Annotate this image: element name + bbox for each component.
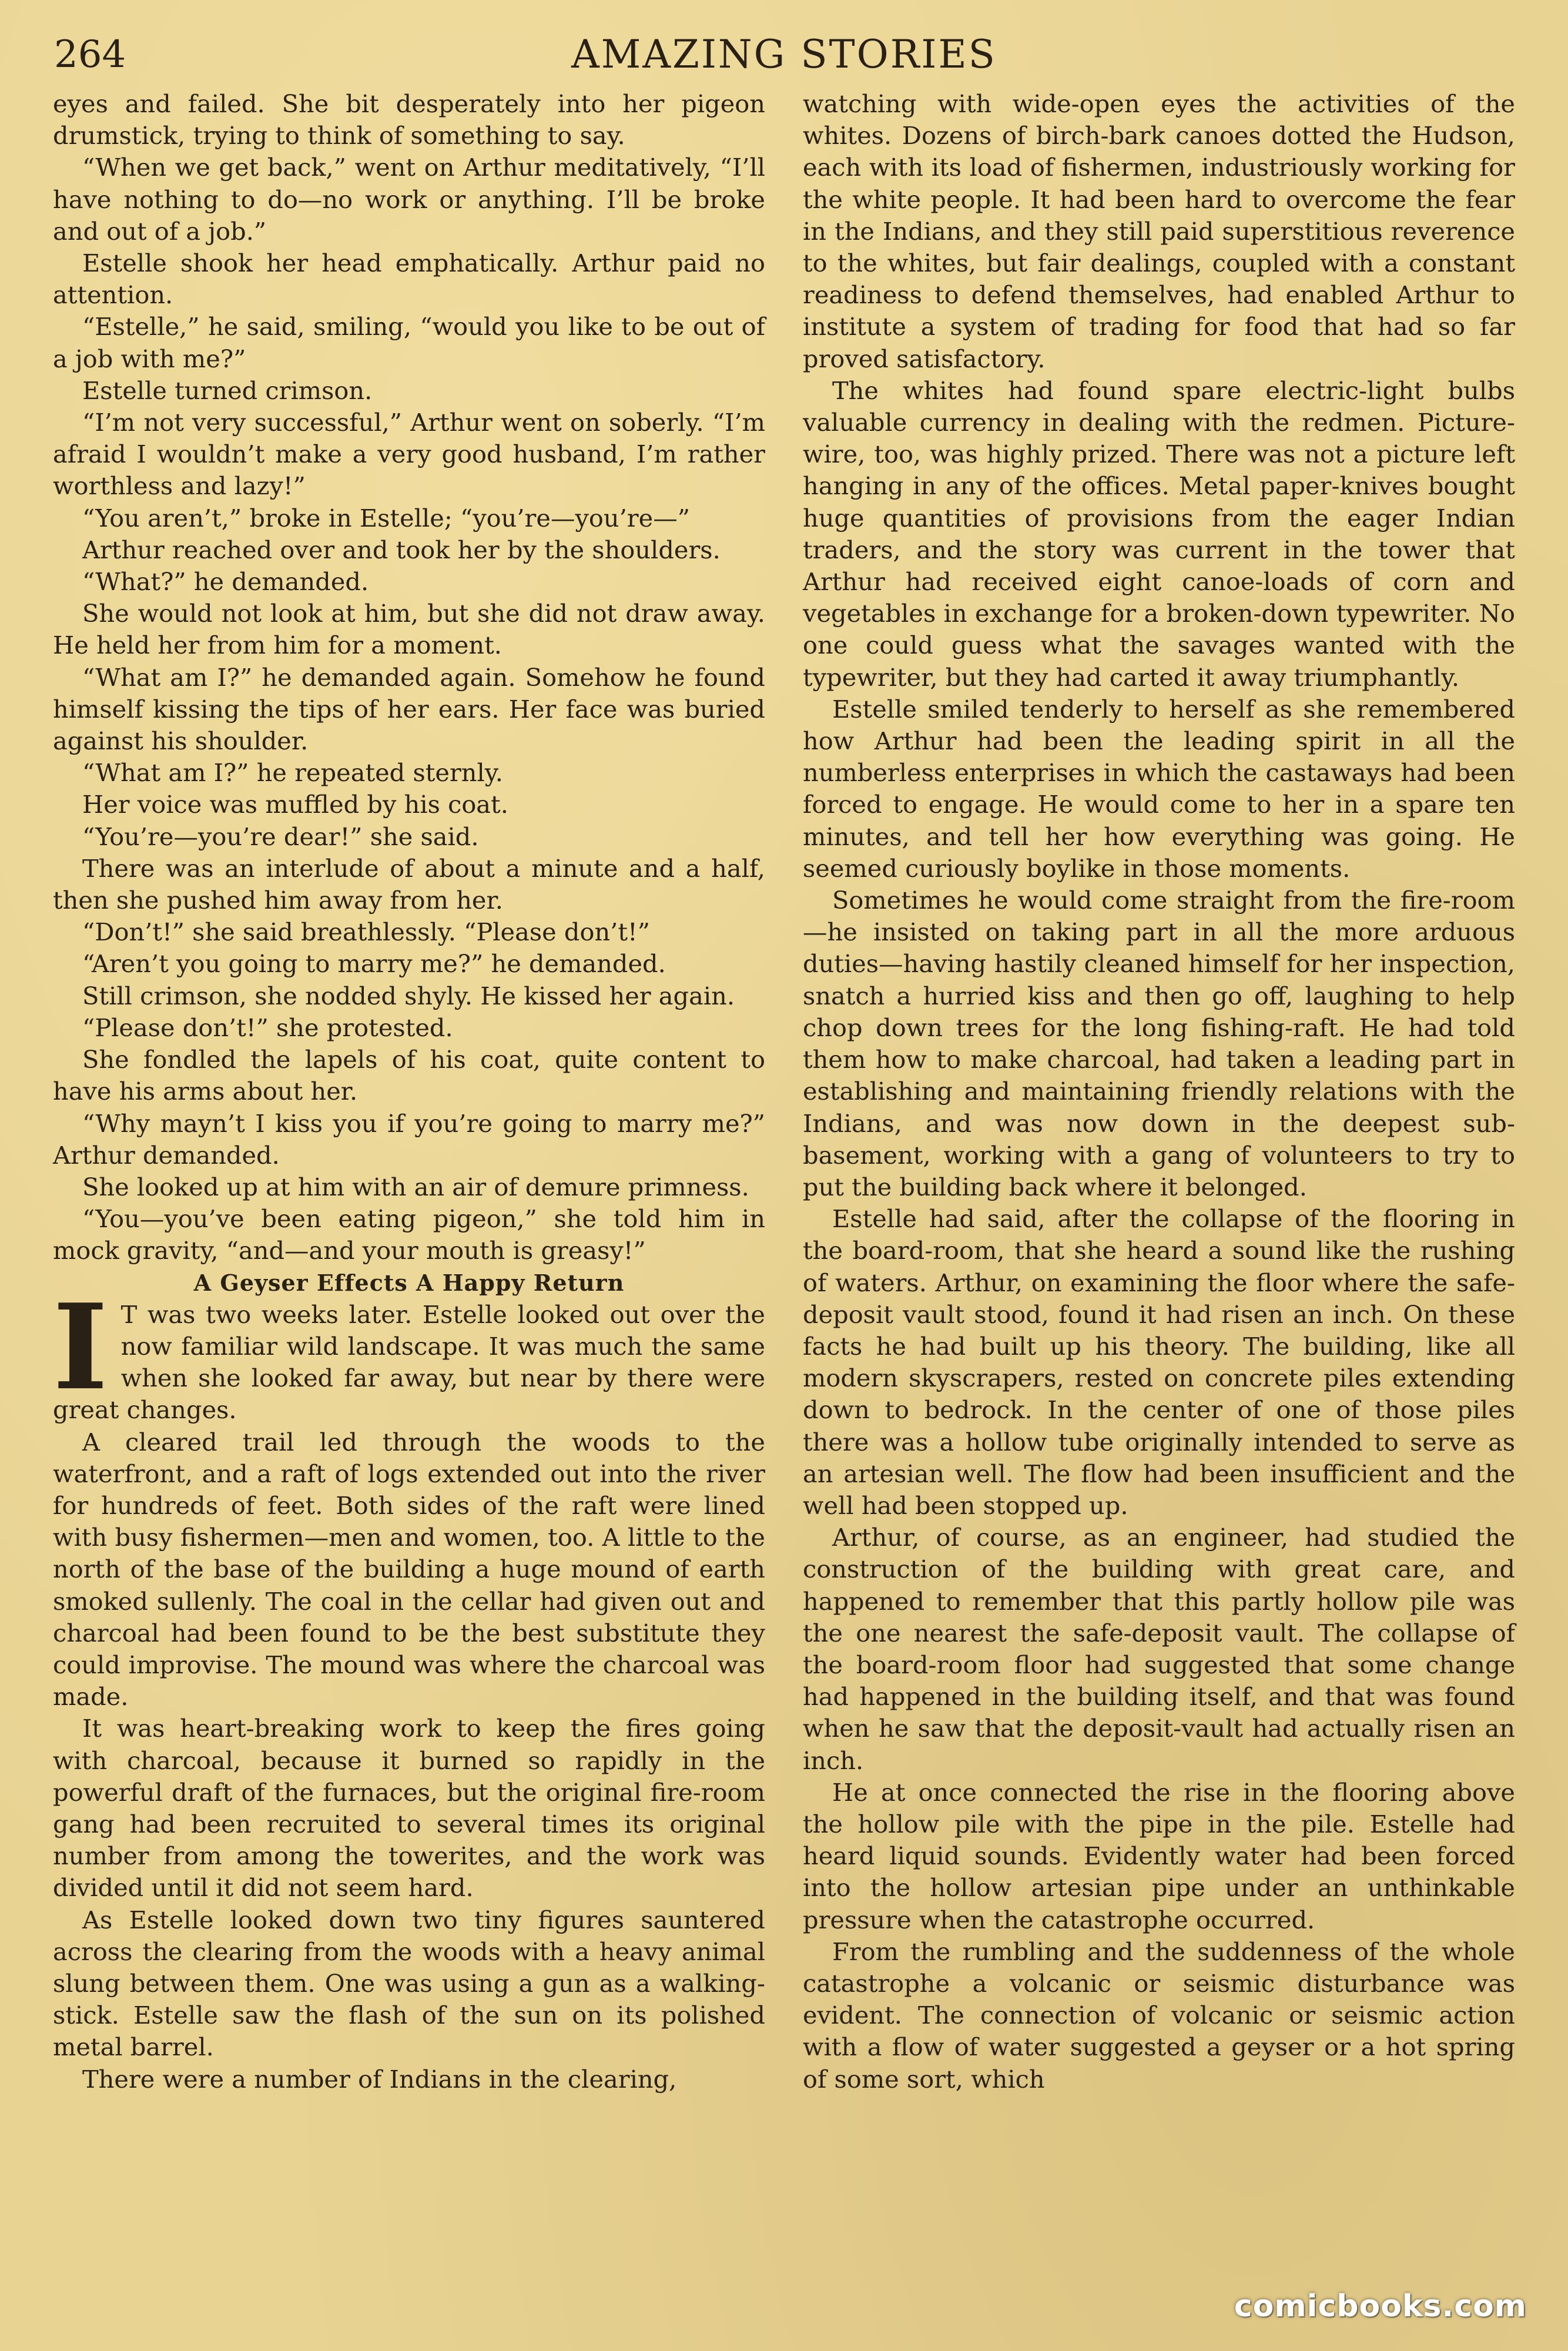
- paragraph: “Aren’t you going to marry me?” he demanded.: [82, 949, 666, 979]
- paragraph: “You—you’ve been eating pigeon,” she told him in mock gravity, “and—and your mouth is greasy!”: [53, 1204, 765, 1265]
- paragraph: Estelle had said, after the collapse of the flooring in the board-room, that she heard a sound like the rushing of waters. Arthur, on examining the floor where the safe-deposit vault stood, found it had risen an inch. On these facts he had built up his theory. The building, like all modern skyscrapers, rested on concrete piles extending down to bedrock. In the center of one of those piles there was a hollow tube originally intended to serve as an artesian well. The flow had been insufficient and the well had been stopped up.: [803, 1204, 1515, 1520]
- paragraph: “I’m not very successful,” Arthur went on soberly. “I’m afraid I wouldn’t make a very good husband, I’m rather worthless and lazy!”: [53, 408, 765, 501]
- paragraph: “Estelle,” he said, smiling, “would you like to be out of a job with me?”: [53, 312, 765, 373]
- paragraph: “Don’t!” she said breathlessly. “Please don’t!”: [82, 917, 650, 947]
- paragraph: It was heart-breaking work to keep the fires going with charcoal, because it burned so rapidly in the powerful draft of the furnaces, but the original fire-room gang had been recruited to several times its original number from among the towerites, and the work was divided until it did not seem hard.: [53, 1714, 765, 1903]
- paragraph: From the rumbling and the suddenness of the whole catastrophe a volcanic or seismic disturbance was evident. The connection of volcanic or seismic action with a flow of water suggested a geyser or a hot spring of some sort, which: [803, 1937, 1515, 2094]
- paragraph: “Why mayn’t I kiss you if you’re going to marry me?” Arthur demanded.: [53, 1108, 765, 1170]
- paragraph: “Please don’t!” she protested.: [82, 1013, 453, 1042]
- paragraph: There was an interlude of about a minute and a half, then she pushed him away from her.: [53, 853, 765, 915]
- paragraph: “When we get back,” went on Arthur meditatively, “I’ll have nothing to do—no work or anything. I’ll be broke and out of a job.”: [53, 153, 765, 246]
- paragraph: Estelle shook her head emphatically. Arthur paid no attention.: [53, 249, 765, 310]
- dropcap-paragraph-text: T was two weeks later. Estelle looked out over the now familiar wild landscape. It was much the same when she looked far away, but near by there were great changes.: [53, 1300, 765, 1425]
- paragraph: Estelle smiled tenderly to herself as she remembered how Arthur had been the leading spirit in all the numberless enterprises in which the castaways had been forced to engage. He would come to her in a spare ten minutes, and tell her how everything was going. He seemed curiously boylike in those moments.: [803, 694, 1515, 883]
- page-header: [47, 28, 1521, 81]
- paragraph: There were a number of Indians in the clearing,: [82, 2064, 677, 2094]
- magazine-title: AMAZING STORIES: [571, 32, 997, 77]
- paragraph: Estelle turned crimson.: [82, 376, 373, 405]
- paragraph: The whites had found spare electric-light bulbs valuable currency in dealing with the redmen. Picture-wire, too, was highly prized. There was not a picture left hanging in any of the offices. Metal paper-knives bought huge quantities of provisions from the eager Indian traders, and the story was current in the tower that Arthur had received eight canoe-loads of corn and vegetables in exchange for a broken-down typewriter. No one could guess what the savages wanted with the typewriter, but they had carted it away triumphantly.: [803, 376, 1515, 692]
- watermark-logo: comicbooks.com: [1234, 2289, 1527, 2324]
- section-heading: A Geyser Effects A Happy Return: [193, 1269, 625, 1296]
- paragraph: She fondled the lapels of his coat, quite content to have his arms about her.: [53, 1045, 765, 1106]
- paragraph: “What?” he demanded.: [82, 567, 369, 597]
- paragraph: “You aren’t,” broke in Estelle; “you’re—you’re—”: [82, 503, 690, 533]
- paragraph: “What am I?” he repeated sternly.: [82, 758, 503, 788]
- paragraph: “What am I?” he demanded again. Somehow he found himself kissing the tips of her ears. Her face was buried against his shoulder.: [53, 662, 765, 756]
- page-number: 264: [54, 33, 126, 76]
- paragraph: He at once connected the rise in the flooring above the hollow pile with the pipe in the pile. Estelle had heard liquid sounds. Evidently water had been forced into the hollow artesian pipe under an unthinkable pressure when the catastrophe occurred.: [803, 1777, 1515, 1934]
- paragraph: Still crimson, she nodded shyly. He kissed her again.: [82, 981, 735, 1010]
- paragraph: Her voice was muffled by his coat.: [82, 790, 508, 819]
- paragraph: Arthur reached over and took her by the shoulders.: [82, 535, 721, 564]
- paragraph: Sometimes he would come straight from the fire-room—he insisted on taking part in all the more arduous duties—having hastily cleaned himself for her inspection, snatch a hurried kiss and then go off, laughing to help chop down trees for the long fishing-raft. He had told them how to make charcoal, had taken a leading part in establishing and maintaining friendly relations with the Indians, and was now down in the deepest sub-basement, working with a gang of volunteers to try to put the building back where it belonged.: [803, 886, 1515, 1201]
- paragraph: eyes and failed. She bit desperately into her pigeon drumstick, trying to think of something to say.: [53, 89, 765, 150]
- drop-cap: I: [53, 1278, 108, 1416]
- paragraph: As Estelle looked down two tiny figures sauntered across the clearing from the woods with a heavy animal slung between them. One was using a gun as a walking-stick. Estelle saw the flash of the sun on its polished metal barrel.: [53, 1905, 765, 2062]
- paragraph: “You’re—you’re dear!” she said.: [82, 822, 479, 851]
- paragraph: Arthur, of course, as an engineer, had studied the construction of the building with great care, and happened to remember that this partly hollow pile was the one nearest the safe-deposit vault. The collapse of the board-room floor had suggested that some change had happened in the building itself, and that was found when he saw that the deposit-vault had actually risen an inch.: [803, 1523, 1515, 1775]
- right-column: [803, 88, 1515, 2095]
- paragraph: watching with wide-open eyes the activities of the whites. Dozens of birch-bark canoes dotted the Hudson, each with its load of fishermen, industriously working for the white people. It had been hard to overcome the fear in the Indians, and they still paid superstitious reverence to the whites, but fair dealings, coupled with a constant readiness to defend themselves, had enabled Arthur to institute a system of trading for food that had so far proved satisfactory.: [803, 89, 1515, 373]
- paragraph: A cleared trail led through the woods to the waterfront, and a raft of logs extended out into the river for hundreds of feet. Both sides of the raft were lined with busy fishermen—men and women, too. A little to the north of the base of the building a huge mound of earth smoked sullenly. The coal in the cellar had given out and charcoal had been found to be the best substitute they could improvise. The mound was where the charcoal was made.: [53, 1427, 765, 1712]
- left-column: [53, 88, 765, 2095]
- paragraph: She would not look at him, but she did not draw away. He held her from him for a moment.: [53, 599, 765, 660]
- paragraph: She looked up at him with an air of demure primness.: [82, 1172, 749, 1201]
